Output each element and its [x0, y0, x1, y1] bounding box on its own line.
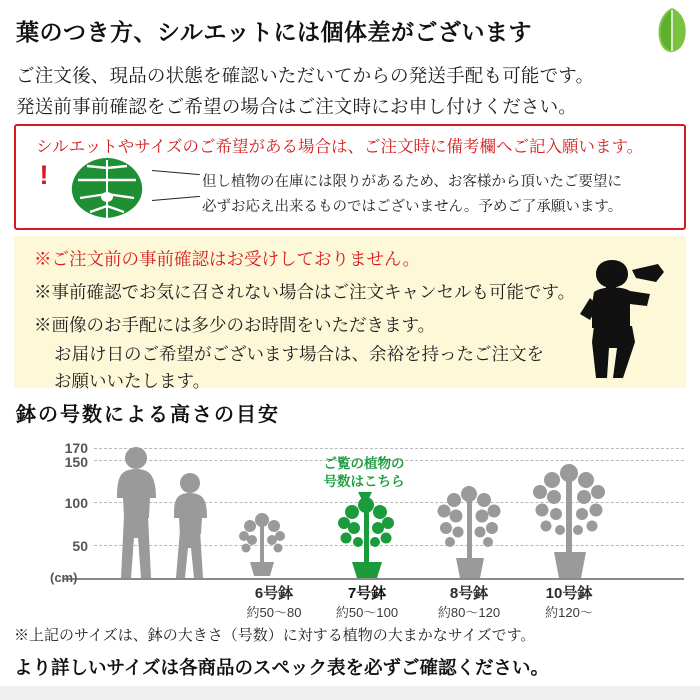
photographer-silhouette-icon	[554, 254, 674, 380]
plant-7-icon	[322, 492, 412, 578]
adult-figure-icon	[106, 446, 166, 578]
pot-label-8: 8号鉢	[449, 585, 489, 602]
chart-section-title: 鉢の号数による高さの目安	[16, 404, 280, 426]
request-note-line-1: 但し植物の在庫には限りがあるため、お客様から頂いたご要望に	[202, 174, 622, 190]
callout-line-1: ご覧の植物の	[323, 456, 405, 471]
pot-label-6: 6号鉢	[254, 585, 294, 602]
footer-note: ※上記のサイズは、鉢の大きさ（号数）に対する植物の大まかなサイズです。	[14, 627, 536, 644]
header-subline-2: 発送前事前確認をご希望の場合はご注文時にお申し付けください。	[16, 96, 578, 117]
plant-6-icon	[226, 508, 312, 578]
chart-baseline	[64, 578, 684, 580]
plant-8-icon	[422, 480, 518, 578]
policy-line-3: ※画像のお手配には多少のお時間をいただきます。	[34, 315, 436, 335]
request-note-line-2: 必ずお応え出来るものではございません。予めご了承願います。	[202, 199, 623, 215]
bottom-strip	[0, 686, 700, 700]
header-subline-1: ご注文後、現品の状態を確認いただいてからの発送手配も可能です。	[16, 65, 595, 86]
unit-label: (cm)	[50, 570, 78, 585]
ytick-150: 150	[64, 454, 88, 470]
policy-line-4: お届け日のご希望がございます場合は、余裕を持ったご注文を	[54, 344, 544, 364]
plant-10-icon	[514, 458, 624, 578]
request-notice-box	[14, 124, 686, 230]
leader-line-1	[152, 170, 200, 175]
ytick-170: 170	[64, 440, 88, 456]
ytick-100: 100	[64, 495, 88, 511]
gridline-170	[94, 448, 684, 449]
confirmation-policy-box	[14, 236, 686, 391]
top-strip	[0, 0, 700, 3]
page-title: 葉のつき方、シルエットには個体差がございます	[16, 19, 532, 45]
exclamation-mark-icon: !	[39, 160, 49, 190]
pot-size-chart	[14, 430, 686, 620]
request-notice-title: シルエットやサイズのご希望がある場合は、ご注文時に備考欄へご記入願います。	[36, 138, 644, 156]
policy-line-2: ※事前確認でお気に召されない場合はご注文キャンセルも可能です。	[34, 282, 576, 302]
leader-line-2	[152, 196, 200, 201]
child-figure-icon	[166, 472, 214, 578]
pot-range-8: 約80〜120	[437, 605, 501, 620]
ytick-50: 50	[72, 538, 88, 554]
policy-line-1: ※ご注文前の事前確認はお受けしておりません。	[34, 249, 421, 269]
policy-line-5: お願いいたします。	[54, 371, 211, 391]
pot-range-7: 約50〜100	[335, 605, 399, 620]
footer-emphasis: より詳しいサイズは各商品のスペック表を必ずご確認ください。	[14, 657, 550, 678]
pot-label-7: 7号鉢	[347, 585, 387, 602]
callout-line-2: 号数はこちら	[323, 474, 405, 489]
pot-range-10: 約120〜	[545, 605, 593, 620]
leaf-icon	[652, 6, 692, 54]
pot-label-10: 10号鉢	[545, 585, 593, 602]
pot-range-6: 約50〜80	[246, 605, 302, 620]
monstera-leaf-icon	[64, 156, 150, 220]
